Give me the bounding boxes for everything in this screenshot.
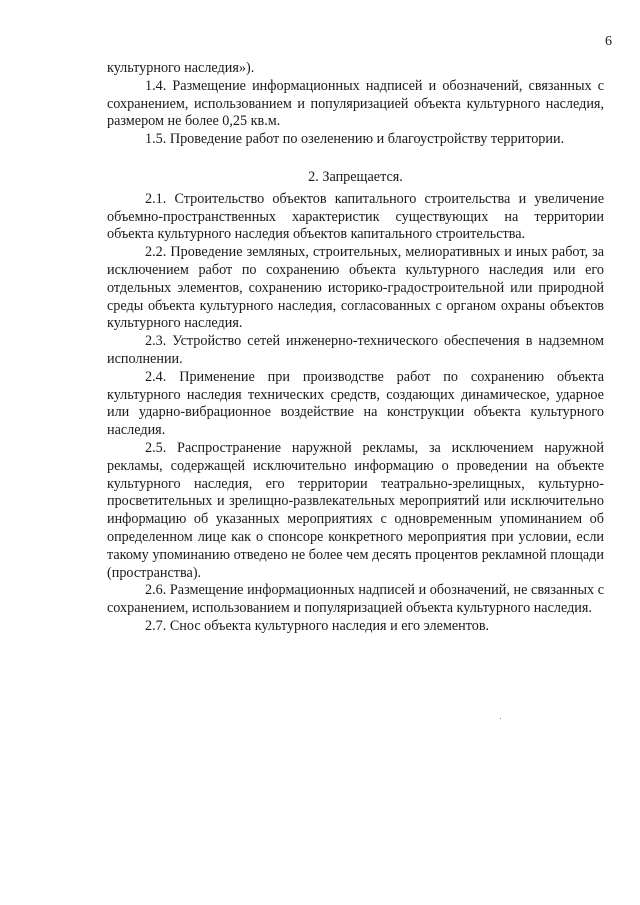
- paragraph-2-3: 2.3. Устройство сетей инженерно-технического обеспечения в надземном исполнении.: [107, 333, 604, 367]
- paragraph-2-4: 2.4. Применение при производстве работ по сохранению объекта культурного наследия технических средств, создающих динамическое, ударное или ударно-вибрационное воздействие на конструкции объекта культурного наследия.: [107, 368, 604, 439]
- paragraph-2-6: 2.6. Размещение информационных надписей и обозначений, не связанных с сохранением, использованием и популяризацией объекта культурного наследия.: [107, 582, 604, 617]
- document-body: [107, 60, 604, 636]
- paragraph-2-7: 2.7. Снос объекта культурного наследия и его элементов.: [145, 617, 490, 634]
- section-heading-prohibited: 2. Запрещается.: [308, 168, 403, 185]
- paragraph-2-1: 2.1. Строительство объектов капитального строительства и увеличение объемно-пространственных характеристик существующих на территории объекта культурного наследия объектов капитального строительства.: [107, 190, 604, 243]
- paragraph-1-4: 1.4. Размещение информационных надписей и обозначений, связанных с сохранением, использованием и популяризацией объекта культурного наследия, размером не более 0,25 кв.м.: [107, 77, 604, 130]
- paragraph-2-2: 2.2. Проведение земляных, строительных, мелиоративных и иных работ, за исключением работ по сохранению объекта культурного наследия или его отдельных элементов, сохранению историко-градостроительной или природной среды объекта культурного наследия, согласованных с органом охраны объектов культурного наследия.: [107, 244, 604, 332]
- paragraph-continuation: культурного наследия»).: [107, 60, 255, 76]
- scan-speck: [500, 718, 501, 719]
- paragraph-2-5: 2.5. Распространение наружной рекламы, за исключением наружной рекламы, содержащей исключительно информацию о проведении на объекте культурного наследия, его территории театрально-зрелищных, культурно-просветительных и зрелищно-развлекательных мероприятий или исключительно информацию об указанных мероприятиях с одновременным упоминанием об определенном лице как о спонсоре конкретного мероприятия при условии, если такому упоминанию отведено не более чем десять процентов рекламной площади (пространства).: [107, 439, 604, 581]
- page-number: 6: [605, 34, 612, 49]
- paragraph-1-5: 1.5. Проведение работ по озеленению и благоустройству территории.: [145, 131, 565, 148]
